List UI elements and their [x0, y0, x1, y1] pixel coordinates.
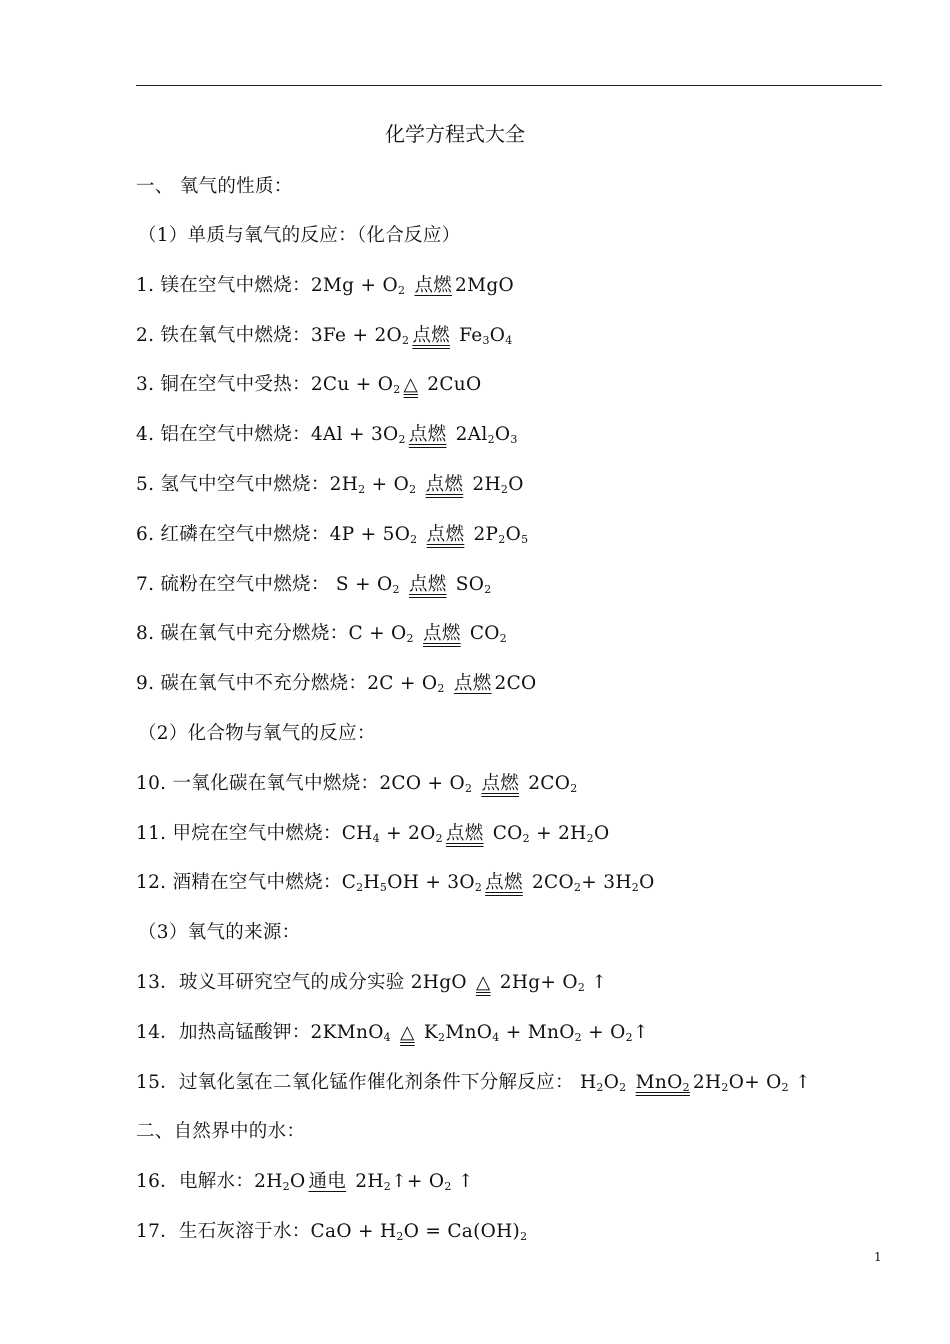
- formula-text: 5. 氢气中空气中燃烧：: [136, 474, 330, 495]
- equation-10: [136, 769, 578, 795]
- equation-3: [136, 370, 481, 396]
- formula-text: OH + 3O: [387, 872, 475, 893]
- subscript-text: 2: [410, 533, 418, 546]
- equation-5: [136, 470, 524, 496]
- formula-text: CO: [492, 823, 523, 844]
- formula-text: O: [639, 872, 655, 893]
- formula-text: O: [593, 823, 610, 844]
- formula-text: 2CuO: [427, 374, 482, 395]
- subscript-text: 2: [586, 832, 594, 845]
- subscript-text: 2: [444, 1180, 452, 1193]
- formula-text: 9. 碳在氧气中不充分燃烧：: [136, 673, 368, 694]
- formula-text: 12. 酒精在空气中燃烧：: [136, 872, 342, 893]
- condition-heat: △: [400, 1022, 415, 1043]
- subscript-text: 4: [505, 334, 513, 347]
- formula-text: MnO: [445, 1022, 493, 1043]
- equation-17: [136, 1217, 527, 1243]
- subscript-text: 2: [577, 981, 586, 994]
- formula-text: 2H: [254, 1171, 283, 1192]
- formula-text: CH: [341, 823, 373, 844]
- formula-text: O: [289, 1171, 306, 1192]
- subscript-text: 2: [397, 284, 406, 297]
- formula-text: CO: [469, 623, 500, 644]
- formula-text: + 3H: [581, 872, 632, 893]
- subscript-text: 2: [358, 483, 366, 496]
- formula-text: 2Hg+ O: [499, 972, 578, 993]
- subscript-text: 2: [438, 1031, 446, 1044]
- subscript-text: 2: [619, 1081, 627, 1094]
- subscript-text: 2: [437, 682, 445, 695]
- formula-text: S + O: [329, 574, 393, 595]
- formula-text: 10. 一氧化碳在氧气中燃烧：: [136, 773, 380, 794]
- condition-heat: △: [403, 374, 419, 395]
- formula-text: 11. 甲烷在空气中燃烧：: [136, 823, 342, 844]
- equation-13: [136, 968, 607, 994]
- subscript-text: 2: [392, 583, 400, 596]
- subscript-text: 4: [372, 832, 380, 845]
- formula-text: ↑+ O: [391, 1171, 445, 1192]
- formula-text: 6. 红磷在空气中燃烧：: [136, 524, 330, 545]
- formula-text: O: [494, 424, 511, 445]
- subscript-text: 2: [499, 632, 508, 645]
- condition-ignite: 点燃: [414, 275, 453, 296]
- header-rule: [136, 85, 882, 86]
- formula-text: 4P + 5O: [329, 524, 411, 545]
- equation-12: [136, 868, 655, 894]
- formula-text: 4. 铝在空气中燃烧：: [136, 424, 311, 445]
- subscript-text: 2: [522, 832, 530, 845]
- formula-text: ↑: [591, 972, 608, 993]
- formula-text: ↑: [457, 1171, 474, 1192]
- formula-text: C + O: [348, 623, 407, 644]
- formula-text: 3. 铜在空气中受热：: [136, 374, 311, 395]
- section-heading-oxygen: 一、 氧气的性质：: [136, 176, 293, 197]
- equation-14: [136, 1018, 649, 1044]
- subscript-text: 2: [398, 433, 406, 446]
- equation-7: [136, 570, 492, 596]
- subscript-text: 5: [379, 881, 388, 894]
- condition-electrolysis: 通电: [308, 1171, 347, 1192]
- subscript-text: 3: [482, 334, 490, 347]
- subscript-text: 4: [383, 1031, 391, 1044]
- formula-text: O: [505, 524, 522, 545]
- formula-text: 2Mg + O: [310, 275, 398, 296]
- equation-15: [136, 1068, 811, 1094]
- subscript-text: 2: [574, 1031, 582, 1044]
- formula-text: 2MgO: [455, 275, 514, 296]
- formula-text: + 2O: [379, 823, 436, 844]
- condition-ignite: 点燃: [481, 773, 520, 794]
- equation-4: [136, 420, 518, 446]
- formula-text: 7. 硫粉在空气中燃烧：: [136, 574, 330, 595]
- equation-9: [136, 669, 537, 695]
- condition-ignite: 点燃: [425, 474, 464, 495]
- subscript-text: 2: [520, 1230, 528, 1243]
- formula-text: C: [341, 872, 357, 893]
- equation-11: [136, 819, 609, 845]
- formula-text: H: [363, 872, 380, 893]
- formula-text: ↑: [795, 1072, 811, 1093]
- page-title: 化学方程式大全: [385, 122, 525, 146]
- formula-text: 8. 碳在氧气中充分燃烧：: [136, 623, 349, 644]
- equation-8: [136, 619, 507, 645]
- condition-heat: △: [476, 972, 491, 993]
- formula-text: 2CO: [528, 773, 571, 794]
- subscript-text: 2: [409, 483, 417, 496]
- formula-text: 2Cu + O: [310, 374, 394, 395]
- subscript-text: 2: [282, 1180, 290, 1193]
- formula-text: 3Fe + 2O: [310, 325, 402, 346]
- formula-text: 4Al + 3O: [310, 424, 399, 445]
- condition-ignite: 点燃: [485, 872, 523, 893]
- subscript-text: 2: [487, 433, 495, 446]
- formula-text: MnO: [635, 1072, 683, 1093]
- section-heading-water: 二、自然界中的水：: [136, 1121, 306, 1142]
- subscript-text: 4: [492, 1031, 500, 1044]
- subscript-text: 2: [570, 782, 578, 795]
- subscript-text: 2: [721, 1081, 729, 1094]
- formula-text: + O: [371, 474, 410, 495]
- formula-text: 2. 铁在氧气中燃烧：: [136, 325, 311, 346]
- subscript-text: 2: [573, 881, 582, 894]
- formula-text: 2H: [692, 1072, 722, 1093]
- formula-text: 15．过氧化氢在二氧化锰作催化剂条件下分解反应：: [136, 1072, 580, 1093]
- subscript-text: 2: [396, 1230, 404, 1243]
- formula-text: 17．生石灰溶于水：: [136, 1221, 311, 1242]
- condition-ignite: 点燃: [408, 574, 447, 595]
- formula-text: 2KMnO: [310, 1022, 384, 1043]
- formula-text: CaO + H: [310, 1221, 397, 1242]
- subscript-text: 2: [474, 881, 483, 894]
- condition-ignite: 点燃: [426, 524, 465, 545]
- subscript-text: 2: [781, 1081, 789, 1094]
- formula-text: + O: [581, 1022, 626, 1043]
- formula-text: O: [603, 1072, 620, 1093]
- subscript-text: 5: [521, 533, 529, 546]
- formula-text: 2CO: [494, 673, 537, 694]
- formula-text: O+ O: [728, 1072, 782, 1093]
- formula-text: 2C + O: [367, 673, 438, 694]
- subscript-text: 2: [484, 583, 492, 596]
- page-number: 1: [874, 1250, 882, 1264]
- formula-text: ↑: [632, 1022, 649, 1043]
- formula-text: SO: [455, 574, 485, 595]
- condition-ignite: 点燃: [412, 325, 450, 346]
- formula-text: O = Ca(OH): [403, 1221, 521, 1242]
- formula-text: 2H: [472, 474, 501, 495]
- condition-catalyst: [633, 1072, 693, 1093]
- formula-text: K: [423, 1022, 439, 1043]
- subscript-text: 2: [393, 383, 401, 396]
- formula-text: Fe: [459, 325, 483, 346]
- formula-text: 2Al: [455, 424, 488, 445]
- subscript-text: 2: [435, 832, 443, 845]
- subscript-text: 2: [383, 1180, 392, 1193]
- subscript-text: 2: [402, 334, 410, 347]
- formula-text: 2H: [355, 1171, 384, 1192]
- condition-ignite: 点燃: [445, 823, 484, 844]
- formula-text: 2H: [329, 474, 359, 495]
- subscript-text: 3: [510, 433, 518, 446]
- condition-ignite: 点燃: [423, 623, 461, 644]
- formula-text: O: [508, 474, 524, 495]
- subsection-heading-3: （3）氧气的来源：: [138, 922, 301, 943]
- formula-text: 13．玻义耳研究空气的成分实验: [136, 972, 411, 993]
- equation-2: [136, 321, 513, 347]
- formula-text: 2P: [473, 524, 499, 545]
- formula-text: + MnO: [499, 1022, 575, 1043]
- subscript-text: 2: [406, 632, 414, 645]
- subscript-text: 2: [356, 881, 364, 894]
- equation-label: 1. 镁在空气中燃烧：: [136, 275, 311, 296]
- formula-text: + 2H: [529, 823, 587, 844]
- subscript-text: 2: [464, 782, 473, 795]
- subscript-text: 2: [498, 533, 506, 546]
- subscript-text: 2: [596, 1081, 604, 1094]
- subscript-text: 2: [682, 1081, 690, 1094]
- subsection-heading-2: （2）化合物与氧气的反应：: [138, 723, 376, 744]
- condition-ignite: 点燃: [453, 673, 492, 694]
- subscript-text: 2: [631, 881, 640, 894]
- equation-16: [136, 1167, 474, 1193]
- formula-text: 16．电解水：: [136, 1171, 255, 1192]
- equation-1: [136, 271, 514, 297]
- formula-text: 2HgO: [410, 972, 467, 993]
- formula-text: 2CO: [531, 872, 574, 893]
- subscript-text: 2: [500, 483, 509, 496]
- equation-6: [136, 520, 528, 546]
- formula-text: H: [579, 1072, 597, 1093]
- subscript-text: 2: [625, 1031, 633, 1044]
- formula-text: 14．加热高锰酸钾：: [136, 1022, 311, 1043]
- formula-text: 2CO + O: [379, 773, 465, 794]
- subsection-heading-1: （1）单质与氧气的反应：（化合反应）: [138, 225, 461, 246]
- condition-ignite: 点燃: [408, 424, 447, 445]
- formula-text: O: [489, 325, 506, 346]
